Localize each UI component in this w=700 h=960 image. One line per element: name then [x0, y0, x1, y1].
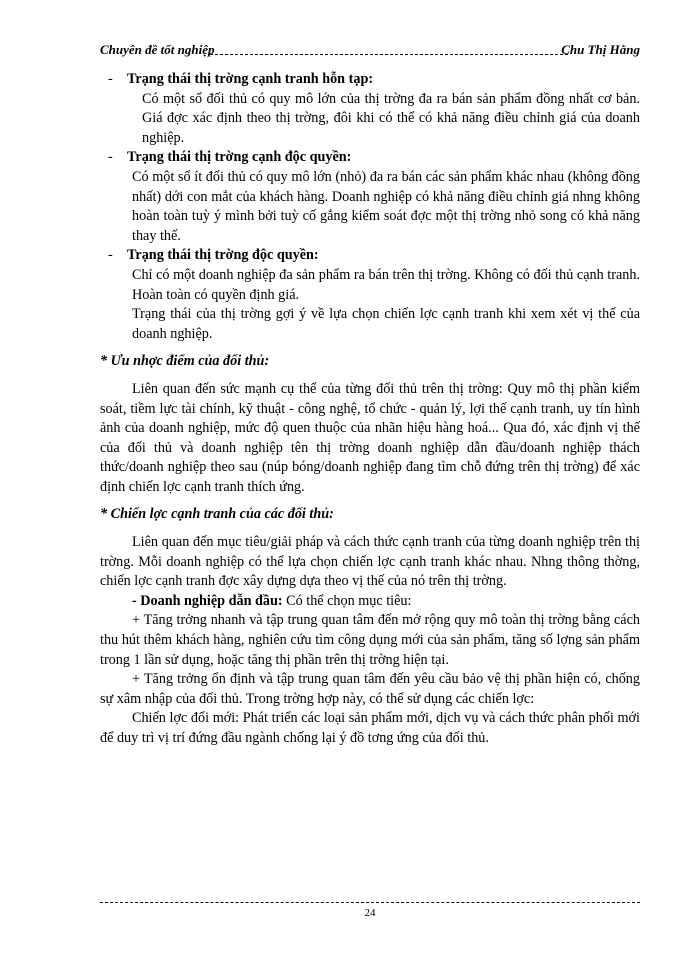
- bold-lead: - Doanh nghiệp dẫn đầu:: [132, 592, 283, 609]
- header-rule: [210, 54, 568, 55]
- bullet-title: Trạng thái thị trờng cạnh tranh hỗn tạp:: [127, 71, 374, 87]
- section-heading: * Chiến lợc cạnh tranh của các đối thủ:: [100, 506, 334, 523]
- page-number: 24: [364, 907, 376, 919]
- paragraph: + Tăng trởng nhanh và tập trung quan tâm đến mở rộng quy mô toàn thị trờng bằng cách thu hút thêm khách hàng, nghiên cứu tìm công dụng mới của sản phẩm, tăng số lợng sản phẩm trong 1 lần sử dụng, hoặc tăng thị phần trên thị trờng hiện tại.: [100, 612, 640, 668]
- lead-rest: Có thể chọn mục tiêu:: [282, 592, 412, 609]
- bullet-dash: -: [108, 71, 113, 87]
- paragraph: Liên quan đến sức mạnh cụ thể của từng đối thủ trên thị trờng: Quy mô thị phần kiểm soát, tiềm lực tài chính, kỹ thuật - công nghệ, tổ chức - quản lý, lợi thế cạnh tranh, uy tín hình ảnh của doanh nghiệp, mức độ quen thuộc của nhãn hiệu hàng hoá... Qua đó, xác định vị thế của đối thủ và doanh nghiệp tên thị trờng doanh nghiệp dẫn đầu/doanh nghiệp thách thức/doanh nghiệp theo sau (núp bóng/doanh nghiệp đang tìm chỗ đứng trên thị trờng) để xác định chiến lợc cạnh tranh thích ứng.: [100, 380, 640, 495]
- bullet-item-oligopoly: [100, 148, 640, 168]
- paragraph: [100, 592, 640, 612]
- page-body: [100, 70, 640, 749]
- header-author: Chu Thị Hằng: [561, 42, 640, 57]
- paragraph: + Tăng trởng ổn định và tập trung quan tâm đến yêu cầu bảo vệ thị phần hiện có, chống sự xâm nhập của đối thủ. Trong trờng hợp này, có thể sử dụng các chiến lợc:: [100, 671, 640, 707]
- header-title: Chuyên đề tốt nghiệp: [100, 42, 215, 57]
- footer-rule: [100, 902, 640, 903]
- paragraph: Chỉ có một doanh nghiệp đa sản phẩm ra bán trên thị trờng. Không có đối thủ cạnh tranh. Hoàn toàn có quyền định giá.: [132, 266, 640, 303]
- paragraph: Liên quan đến mục tiêu/giải pháp và cách thức cạnh tranh của từng doanh nghiệp trên thị trờng. Mỗi doanh nghiệp có thể lựa chọn chiến lợc cạnh tranh khác nhau. Nhng thông thờng, chiến lợc cạnh tranh đợc xây dựng dựa theo vị thế của nó trên thị trờng.: [100, 534, 640, 590]
- bullet-item-mixed-competition: [100, 70, 640, 90]
- bullet-dash: -: [108, 149, 113, 166]
- paragraph: Trạng thái của thị trờng gợi ý về lựa chọn chiến lợc cạnh tranh khi xem xét vị thế của doanh nghiệp.: [132, 306, 640, 342]
- bullet-title: Trạng thái thị trờng cạnh độc quyền:: [127, 149, 352, 166]
- bullet-item-monopoly: [100, 246, 640, 266]
- paragraph: Có một số đối thủ có quy mô lớn của thị trờng đa ra bán sản phẩm đồng nhất cơ bản. Giá đợc xác định theo thị trờng, đôi khi có thể có khả năng điều chỉnh giá của doanh nghiệp.: [142, 90, 640, 146]
- bullet-dash: -: [108, 247, 113, 264]
- section-heading: * Ưu nhợc điểm của đối thủ:: [100, 353, 270, 370]
- page-header: [100, 40, 640, 60]
- paragraph: Chiến lợc đổi mới: Phát triển các loại sản phẩm mới, dịch vụ và cách thức phân phối mới để duy trì vị trí đứng đầu ngành chống lại ý đồ tơng ứng của đối thủ.: [100, 710, 640, 746]
- paragraph: Có một số ít đối thủ có quy mô lớn (nhỏ) đa ra bán các sản phẩm khác nhau (không đồng nhất) dới con mắt của khách hàng. Doanh nghiệp có khả năng điều chỉnh giá nhng không hoàn toàn tuỳ ý mình bởi tuỳ cố gắng kiểm soát đợc một thị trờng nhỏ song có khả năng thay thế.: [132, 168, 640, 244]
- bullet-title: Trạng thái thị trờng độc quyền:: [127, 247, 319, 264]
